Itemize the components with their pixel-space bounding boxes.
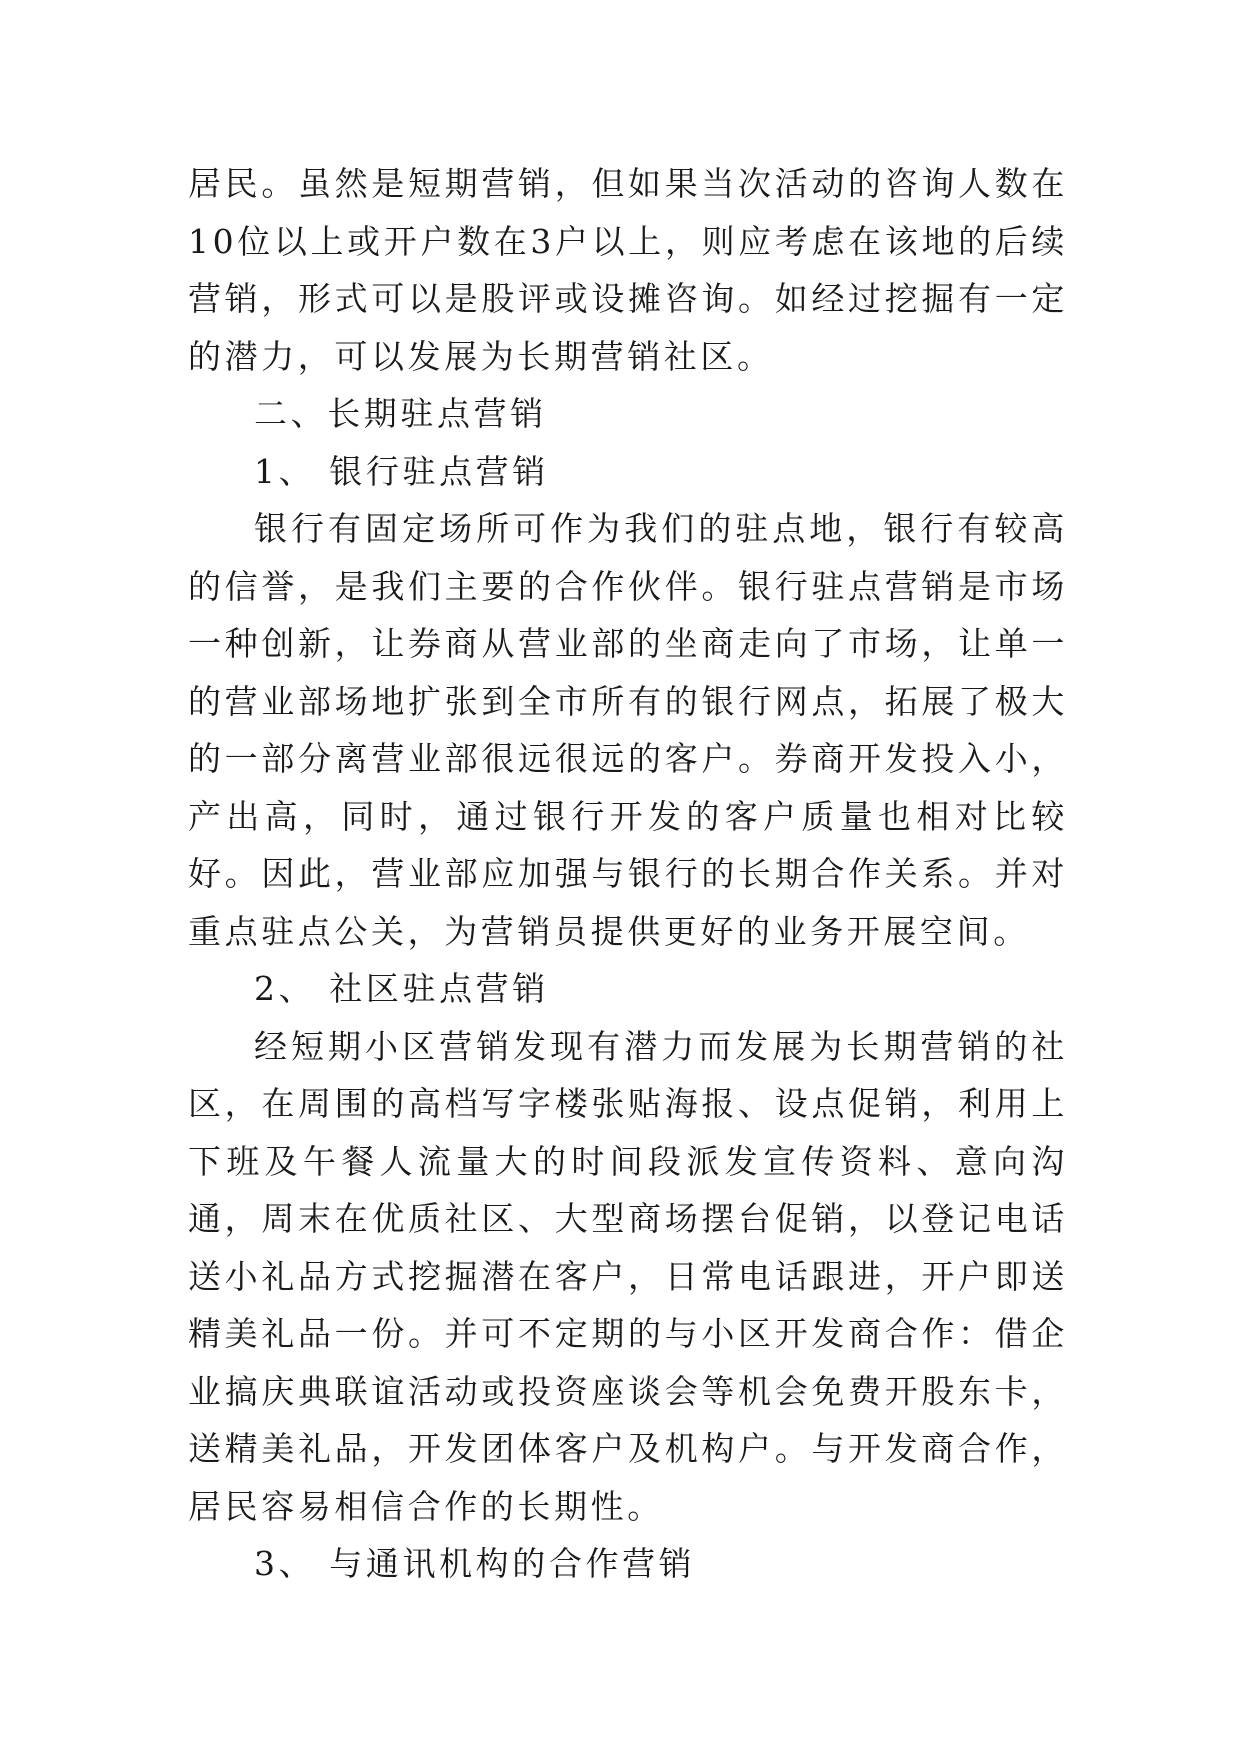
subheading-community-marketing: 2、 社区驻点营销: [254, 969, 549, 1008]
paragraph-community-followup: 居民。虽然是短期营销，但如果当次活动的咨询人数在10位以上或开户数在3户以上，则应考虑在该地的后续营销，形式可以是股评或设摊咨询。如经过挖掘有一定的潜力，可以发展为长期营销社区。: [188, 164, 1068, 376]
section-heading-long-term-marketing: 二、长期驻点营销: [254, 394, 547, 433]
subheading-bank-marketing: 1、 银行驻点营销: [254, 451, 549, 491]
paragraph-bank-marketing: 银行有固定场所可作为我们的驻点地，银行有较高的信誉，是我们主要的合作伙伴。银行驻点营销是市场一种创新，让券商从营业部的坐商走向了市场，让单一的营业部场地扩张到全市所有的银行网点，拓展了极大的一部分离营业部很远很远的客户。券商开发投入小，产出高，同时，通过银行开发的客户质量也相对比较好。因此，营业部应加强与银行的长期合作关系。并对重点驻点公关，为营销员提供更好的业务开展空间。: [188, 509, 1068, 951]
paragraph-community-marketing: 经短期小区营销发现有潜力而发展为长期营销的社区，在周围的高档写字楼张贴海报、设点促销，利用上下班及午餐人流量大的时间段派发宣传资料、意向沟通，周末在优质社区、大型商场摆台促销，以登记电话送小礼品方式挖掘潜在客户，日常电话跟进，开户即送精美礼品一份。并可不定期的与小区开发商合作：借企业搞庆典联谊活动或投资座谈会等机会免费开股东卡，送精美礼品，开发团体客户及机构户。与开发商合作，居民容易相信合作的长期性。: [188, 1026, 1068, 1526]
document-body: [188, 155, 1068, 1593]
subheading-telecom-marketing: 3、 与通讯机构的合作营销: [254, 1544, 696, 1583]
